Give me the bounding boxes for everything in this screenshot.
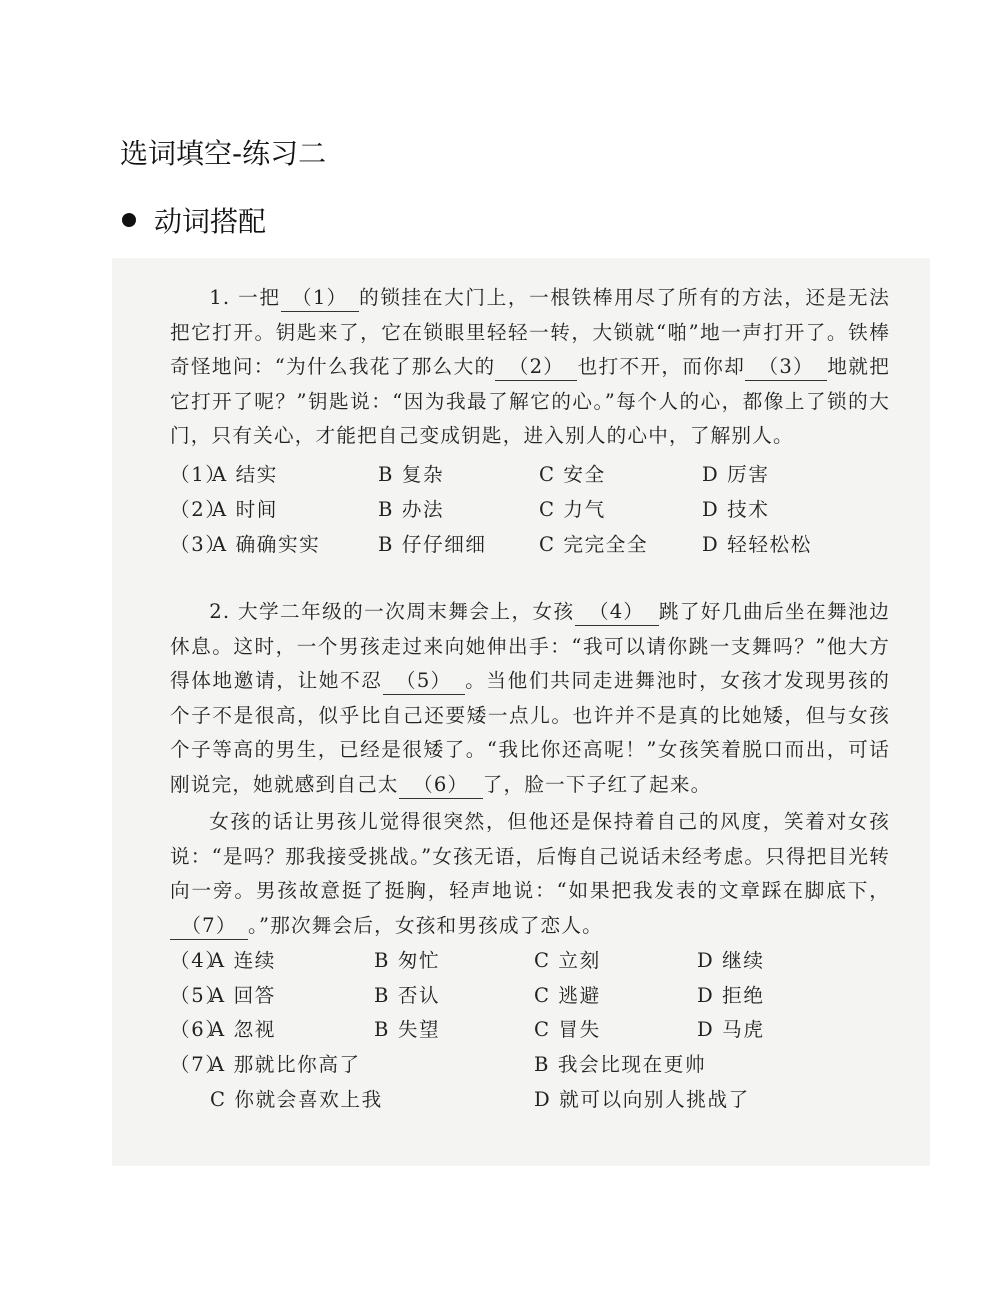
options-row-1 <box>170 458 890 492</box>
option-a[interactable]: A 连续 <box>210 949 276 972</box>
page-title: 选词填空-练习二 <box>120 137 327 170</box>
blank-1[interactable]: （1） <box>281 285 359 312</box>
options-row-4 <box>170 944 890 978</box>
option-b[interactable]: B 否认 <box>374 984 441 1007</box>
options-row-7 <box>170 1048 890 1082</box>
blank-6[interactable]: （6） <box>399 772 483 799</box>
option-a[interactable]: A 时间 <box>212 498 278 521</box>
options-row-3 <box>170 528 890 562</box>
option-a[interactable]: A 结实 <box>212 463 278 486</box>
option-c[interactable]: C 你就会喜欢上我 <box>210 1088 383 1111</box>
section-title: 动词搭配 <box>154 205 267 238</box>
option-d[interactable]: D 轻轻松松 <box>702 533 812 556</box>
option-number: （3） <box>170 533 227 556</box>
option-a[interactable]: A 那就比你高了 <box>210 1053 361 1076</box>
options-row-5 <box>170 979 890 1013</box>
option-a[interactable]: A 回答 <box>210 984 276 1007</box>
question-2-passage: 2. 大学二年级的一次周末舞会上，女孩 （4） 跳了好几曲后坐在舞池边休息。这时，一个男孩走过来向她伸出手：“我可以请你跳一支舞吗？”他大方得体地邀请，让她不忍 （5） 。当他们共同走进舞池时，女孩才发现男孩的个子不是很高，似乎比自己还要矮一点儿。也许并不是真的比她矮，但与女孩个子等高的男生，已经是很矮了。“我比你还高呢！”女孩笑着脱口而出，可话刚说完，她就感到自己太 （6） 了，脸一下子红了起来。 <box>170 595 890 802</box>
option-number: （6） <box>170 1018 227 1041</box>
blank-2[interactable]: （2） <box>495 354 577 381</box>
option-number: （1） <box>170 463 227 486</box>
options-row-2 <box>170 493 890 527</box>
option-d[interactable]: D 马虎 <box>697 1018 765 1041</box>
option-c[interactable]: C 立刻 <box>534 949 601 972</box>
option-c[interactable]: C 安全 <box>539 463 606 486</box>
option-number: （2） <box>170 498 227 521</box>
options-row-7-continued <box>170 1083 890 1117</box>
option-a[interactable]: A 忽视 <box>210 1018 276 1041</box>
option-number: （7） <box>170 1053 227 1076</box>
option-c[interactable]: C 逃避 <box>534 984 601 1007</box>
option-b[interactable]: B 失望 <box>374 1018 441 1041</box>
section-heading <box>122 200 266 240</box>
question-2-passage-continued: 女孩的话让男孩儿觉得很突然，但他还是保持着自己的风度，笑着对女孩说：“是吗？那我接受挑战。”女孩无语，后悔自己说话未经考虑。只得把目光转向一旁。男孩故意挺了挺胸，轻声地说：“如果把我发表的文章踩在脚底下，（7） 。”那次舞会后，女孩和男孩成了恋人。 <box>170 805 890 943</box>
option-number: （5） <box>170 984 227 1007</box>
blank-4[interactable]: （4） <box>575 599 659 626</box>
options-row-6 <box>170 1013 890 1047</box>
option-d[interactable]: D 技术 <box>702 498 770 521</box>
option-d[interactable]: D 就可以向别人挑战了 <box>534 1088 750 1111</box>
option-d[interactable]: D 继续 <box>697 949 765 972</box>
option-b[interactable]: B 复杂 <box>378 463 445 486</box>
option-c[interactable]: C 力气 <box>539 498 606 521</box>
option-d[interactable]: D 拒绝 <box>697 984 765 1007</box>
blank-3[interactable]: （3） <box>745 354 827 381</box>
option-b[interactable]: B 办法 <box>378 498 445 521</box>
bullet-icon <box>122 213 136 227</box>
option-c[interactable]: C 完完全全 <box>539 533 649 556</box>
option-b[interactable]: B 匆忙 <box>374 949 441 972</box>
blank-7[interactable]: （7） <box>170 913 248 940</box>
question-1-passage: 1. 一把 （1） 的锁挂在大门上，一根铁棒用尽了所有的方法，还是无法把它打开。钥匙来了，它在锁眼里轻轻一转，大锁就“啪”地一声打开了。铁棒奇怪地问：“为什么我花了那么大的 （2） 也打不开，而你却 （3） 地就把它打开了呢？”钥匙说：“因为我最了解它的心。”每个人的心，都像上了锁的大门，只有关心，才能把自己变成钥匙，进入别人的心中，了解别人。 <box>170 286 890 447</box>
option-b[interactable]: B 我会比现在更帅 <box>534 1053 707 1076</box>
option-b[interactable]: B 仔仔细细 <box>378 533 487 556</box>
option-d[interactable]: D 厉害 <box>702 463 770 486</box>
option-c[interactable]: C 冒失 <box>534 1018 601 1041</box>
option-a[interactable]: A 确确实实 <box>212 533 321 556</box>
option-number: （4） <box>170 949 227 972</box>
blank-5[interactable]: （5） <box>383 668 465 695</box>
